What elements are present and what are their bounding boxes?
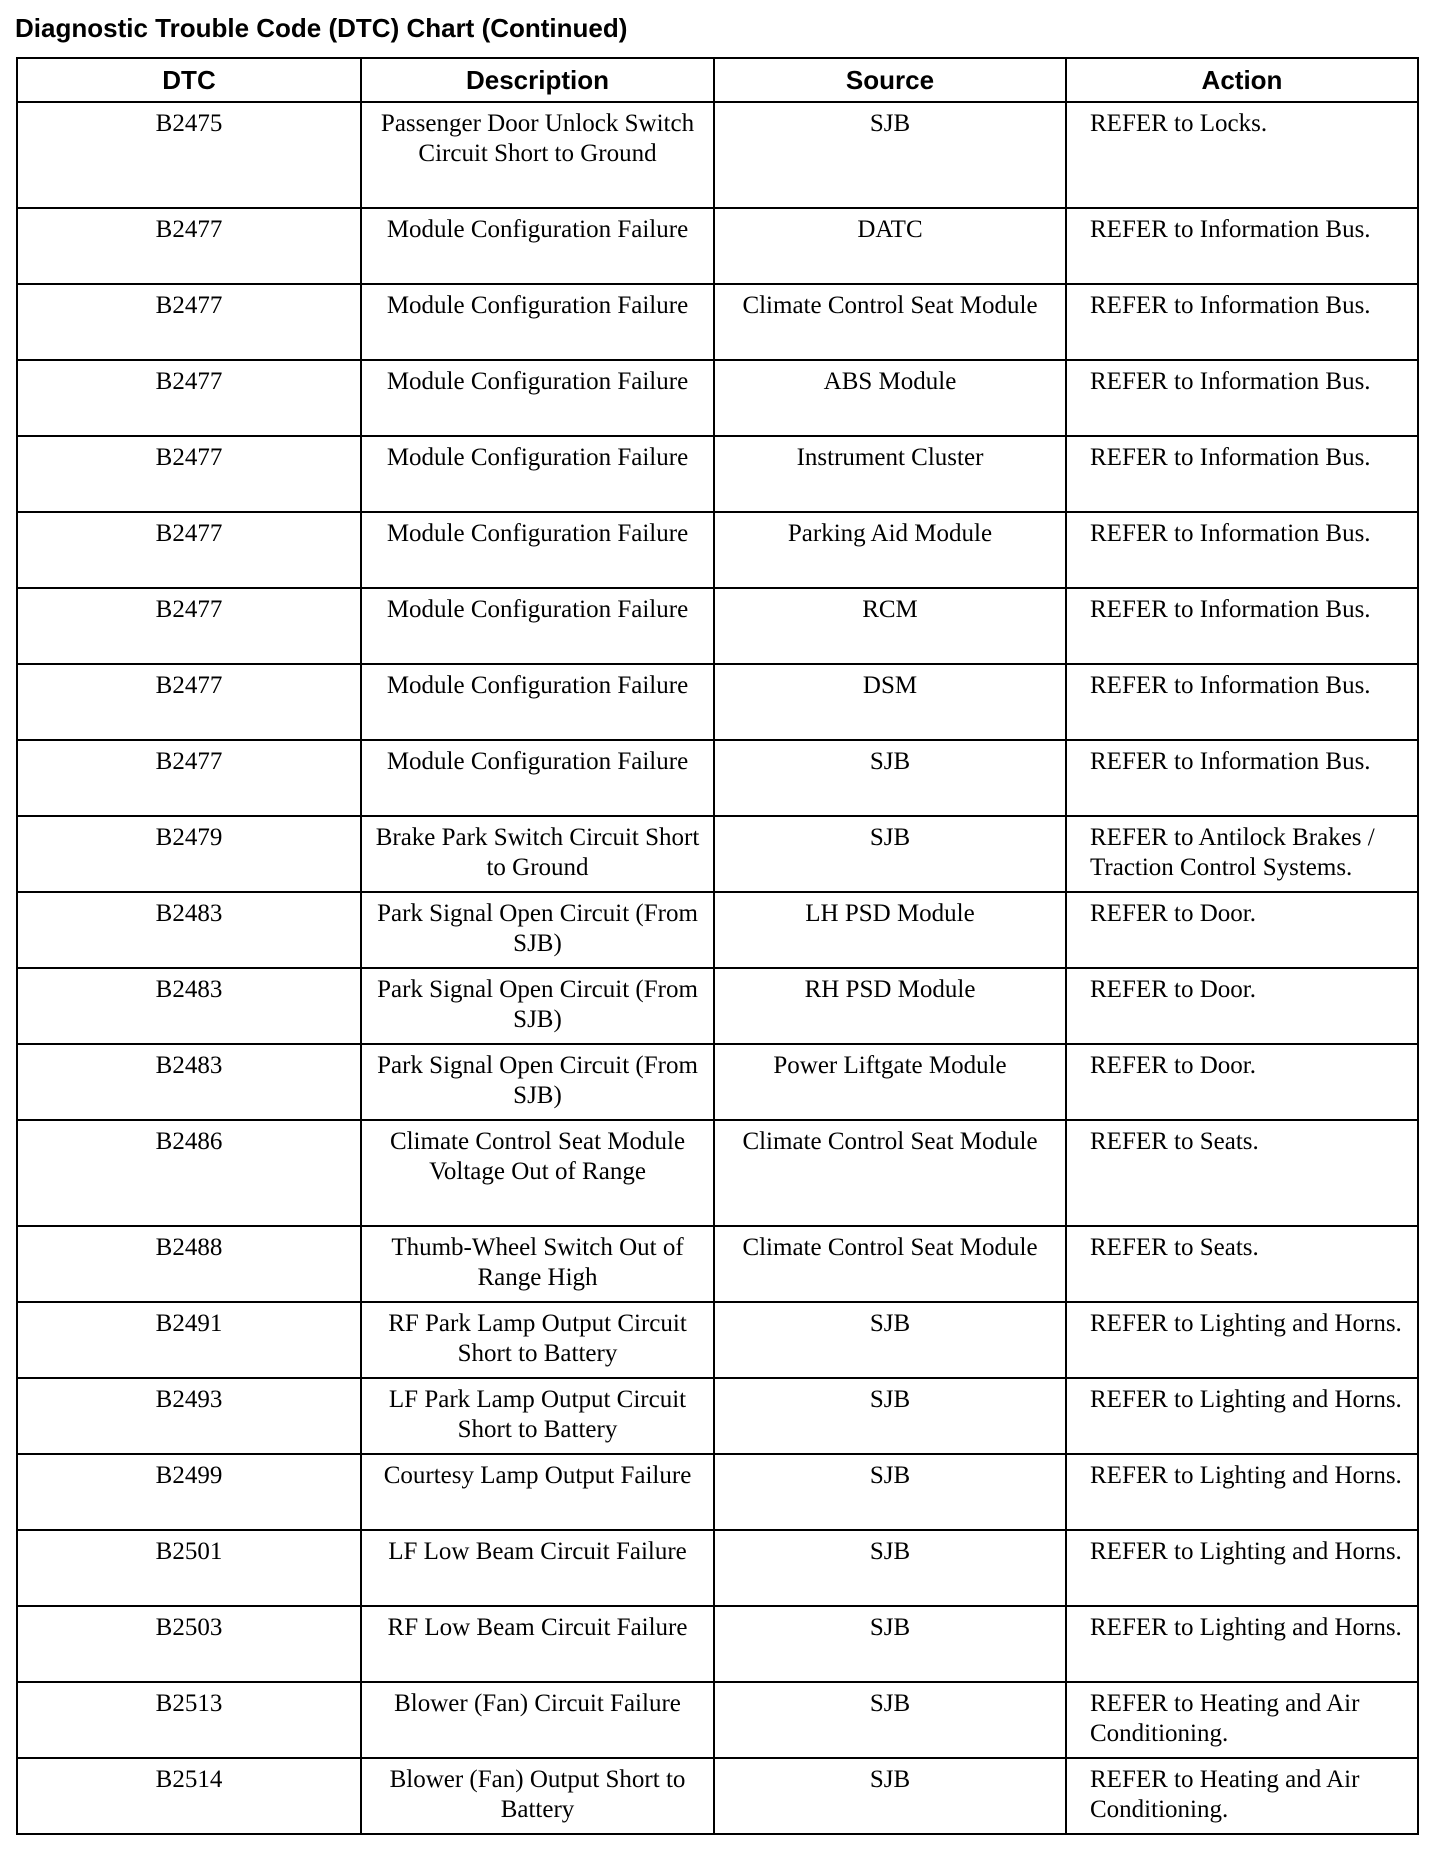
action-cell: REFER to Information Bus. — [1066, 208, 1418, 284]
dtc-cell: B2486 — [17, 1120, 361, 1226]
source-cell: SJB — [714, 1606, 1066, 1682]
source-cell: SJB — [714, 102, 1066, 208]
dtc-cell: B2499 — [17, 1454, 361, 1530]
action-cell: REFER to Information Bus. — [1066, 664, 1418, 740]
action-cell: REFER to Lighting and Horns. — [1066, 1530, 1418, 1606]
action-cell: REFER to Door. — [1066, 1044, 1418, 1120]
table-row — [17, 816, 1418, 892]
dtc-cell: B2477 — [17, 360, 361, 436]
dtc-cell: B2477 — [17, 284, 361, 360]
action-cell: REFER to Heating and Air Conditioning. — [1066, 1682, 1418, 1758]
table-row — [17, 360, 1418, 436]
source-cell: Climate Control Seat Module — [714, 1120, 1066, 1226]
dtc-cell: B2483 — [17, 892, 361, 968]
action-cell: REFER to Seats. — [1066, 1226, 1418, 1302]
description-cell: RF Park Lamp Output Circuit Short to Battery — [361, 1302, 714, 1378]
dtc-cell: B2513 — [17, 1682, 361, 1758]
action-cell: REFER to Antilock Brakes / Traction Control Systems. — [1066, 816, 1418, 892]
description-cell: LF Park Lamp Output Circuit Short to Battery — [361, 1378, 714, 1454]
table-row — [17, 968, 1418, 1044]
table-row — [17, 1302, 1418, 1378]
table-body — [17, 102, 1418, 1834]
action-cell: REFER to Lighting and Horns. — [1066, 1302, 1418, 1378]
header-row — [17, 58, 1418, 102]
action-cell: REFER to Information Bus. — [1066, 284, 1418, 360]
source-cell: SJB — [714, 816, 1066, 892]
table-row — [17, 436, 1418, 512]
table-row — [17, 512, 1418, 588]
source-cell: SJB — [714, 1454, 1066, 1530]
dtc-cell: B2491 — [17, 1302, 361, 1378]
table-row — [17, 1044, 1418, 1120]
source-cell: SJB — [714, 1530, 1066, 1606]
table-row — [17, 1682, 1418, 1758]
source-cell: Power Liftgate Module — [714, 1044, 1066, 1120]
action-cell: REFER to Door. — [1066, 968, 1418, 1044]
dtc-cell: B2477 — [17, 664, 361, 740]
table-row — [17, 1378, 1418, 1454]
source-cell: RCM — [714, 588, 1066, 664]
source-cell: ABS Module — [714, 360, 1066, 436]
source-cell: SJB — [714, 1302, 1066, 1378]
source-cell: SJB — [714, 1758, 1066, 1834]
table-row — [17, 284, 1418, 360]
description-cell: Blower (Fan) Circuit Failure — [361, 1682, 714, 1758]
table-row — [17, 1606, 1418, 1682]
description-cell: LF Low Beam Circuit Failure — [361, 1530, 714, 1606]
dtc-cell: B2475 — [17, 102, 361, 208]
source-cell: DSM — [714, 664, 1066, 740]
table-header — [17, 58, 1418, 102]
action-cell: REFER to Information Bus. — [1066, 588, 1418, 664]
dtc-cell: B2493 — [17, 1378, 361, 1454]
action-cell: REFER to Information Bus. — [1066, 740, 1418, 816]
dtc-cell: B2503 — [17, 1606, 361, 1682]
description-cell: Module Configuration Failure — [361, 588, 714, 664]
action-cell: REFER to Lighting and Horns. — [1066, 1454, 1418, 1530]
dtc-cell: B2477 — [17, 588, 361, 664]
description-cell: Courtesy Lamp Output Failure — [361, 1454, 714, 1530]
table-row — [17, 1454, 1418, 1530]
action-cell: REFER to Lighting and Horns. — [1066, 1378, 1418, 1454]
dtc-cell: B2477 — [17, 208, 361, 284]
description-cell: Brake Park Switch Circuit Short to Ground — [361, 816, 714, 892]
dtc-cell: B2479 — [17, 816, 361, 892]
dtc-cell: B2477 — [17, 436, 361, 512]
source-cell: SJB — [714, 740, 1066, 816]
description-cell: Module Configuration Failure — [361, 512, 714, 588]
dtc-cell: B2501 — [17, 1530, 361, 1606]
description-cell: Module Configuration Failure — [361, 740, 714, 816]
dtc-cell: B2483 — [17, 1044, 361, 1120]
description-cell: Module Configuration Failure — [361, 284, 714, 360]
page-title: Diagnostic Trouble Code (DTC) Chart (Continued) — [15, 13, 628, 43]
source-cell: Climate Control Seat Module — [714, 1226, 1066, 1302]
table-row — [17, 102, 1418, 208]
source-cell: Climate Control Seat Module — [714, 284, 1066, 360]
header-action: Action — [1066, 58, 1418, 102]
table-row — [17, 1120, 1418, 1226]
description-cell: RF Low Beam Circuit Failure — [361, 1606, 714, 1682]
description-cell: Blower (Fan) Output Short to Battery — [361, 1758, 714, 1834]
dtc-cell: B2483 — [17, 968, 361, 1044]
table-row — [17, 208, 1418, 284]
header-dtc: DTC — [17, 58, 361, 102]
table-row — [17, 588, 1418, 664]
description-cell: Park Signal Open Circuit (From SJB) — [361, 968, 714, 1044]
table-row — [17, 740, 1418, 816]
description-cell: Passenger Door Unlock Switch Circuit Short to Ground — [361, 102, 714, 208]
source-cell: RH PSD Module — [714, 968, 1066, 1044]
table-row — [17, 1226, 1418, 1302]
dtc-cell: B2477 — [17, 740, 361, 816]
action-cell: REFER to Information Bus. — [1066, 360, 1418, 436]
dtc-cell: B2477 — [17, 512, 361, 588]
table-row — [17, 1758, 1418, 1834]
action-cell: REFER to Information Bus. — [1066, 436, 1418, 512]
header-description: Description — [361, 58, 714, 102]
source-cell: DATC — [714, 208, 1066, 284]
action-cell: REFER to Locks. — [1066, 102, 1418, 208]
table-row — [17, 1530, 1418, 1606]
action-cell: REFER to Seats. — [1066, 1120, 1418, 1226]
action-cell: REFER to Lighting and Horns. — [1066, 1606, 1418, 1682]
description-cell: Module Configuration Failure — [361, 436, 714, 512]
action-cell: REFER to Door. — [1066, 892, 1418, 968]
description-cell: Module Configuration Failure — [361, 360, 714, 436]
table-row — [17, 892, 1418, 968]
description-cell: Climate Control Seat Module Voltage Out of Range — [361, 1120, 714, 1226]
dtc-chart-table — [16, 57, 1419, 1835]
table-row — [17, 664, 1418, 740]
source-cell: SJB — [714, 1682, 1066, 1758]
description-cell: Module Configuration Failure — [361, 208, 714, 284]
dtc-cell: B2514 — [17, 1758, 361, 1834]
header-source: Source — [714, 58, 1066, 102]
source-cell: Parking Aid Module — [714, 512, 1066, 588]
description-cell: Park Signal Open Circuit (From SJB) — [361, 1044, 714, 1120]
source-cell: Instrument Cluster — [714, 436, 1066, 512]
action-cell: REFER to Information Bus. — [1066, 512, 1418, 588]
action-cell: REFER to Heating and Air Conditioning. — [1066, 1758, 1418, 1834]
description-cell: Module Configuration Failure — [361, 664, 714, 740]
description-cell: Park Signal Open Circuit (From SJB) — [361, 892, 714, 968]
source-cell: LH PSD Module — [714, 892, 1066, 968]
dtc-cell: B2488 — [17, 1226, 361, 1302]
source-cell: SJB — [714, 1378, 1066, 1454]
description-cell: Thumb-Wheel Switch Out of Range High — [361, 1226, 714, 1302]
